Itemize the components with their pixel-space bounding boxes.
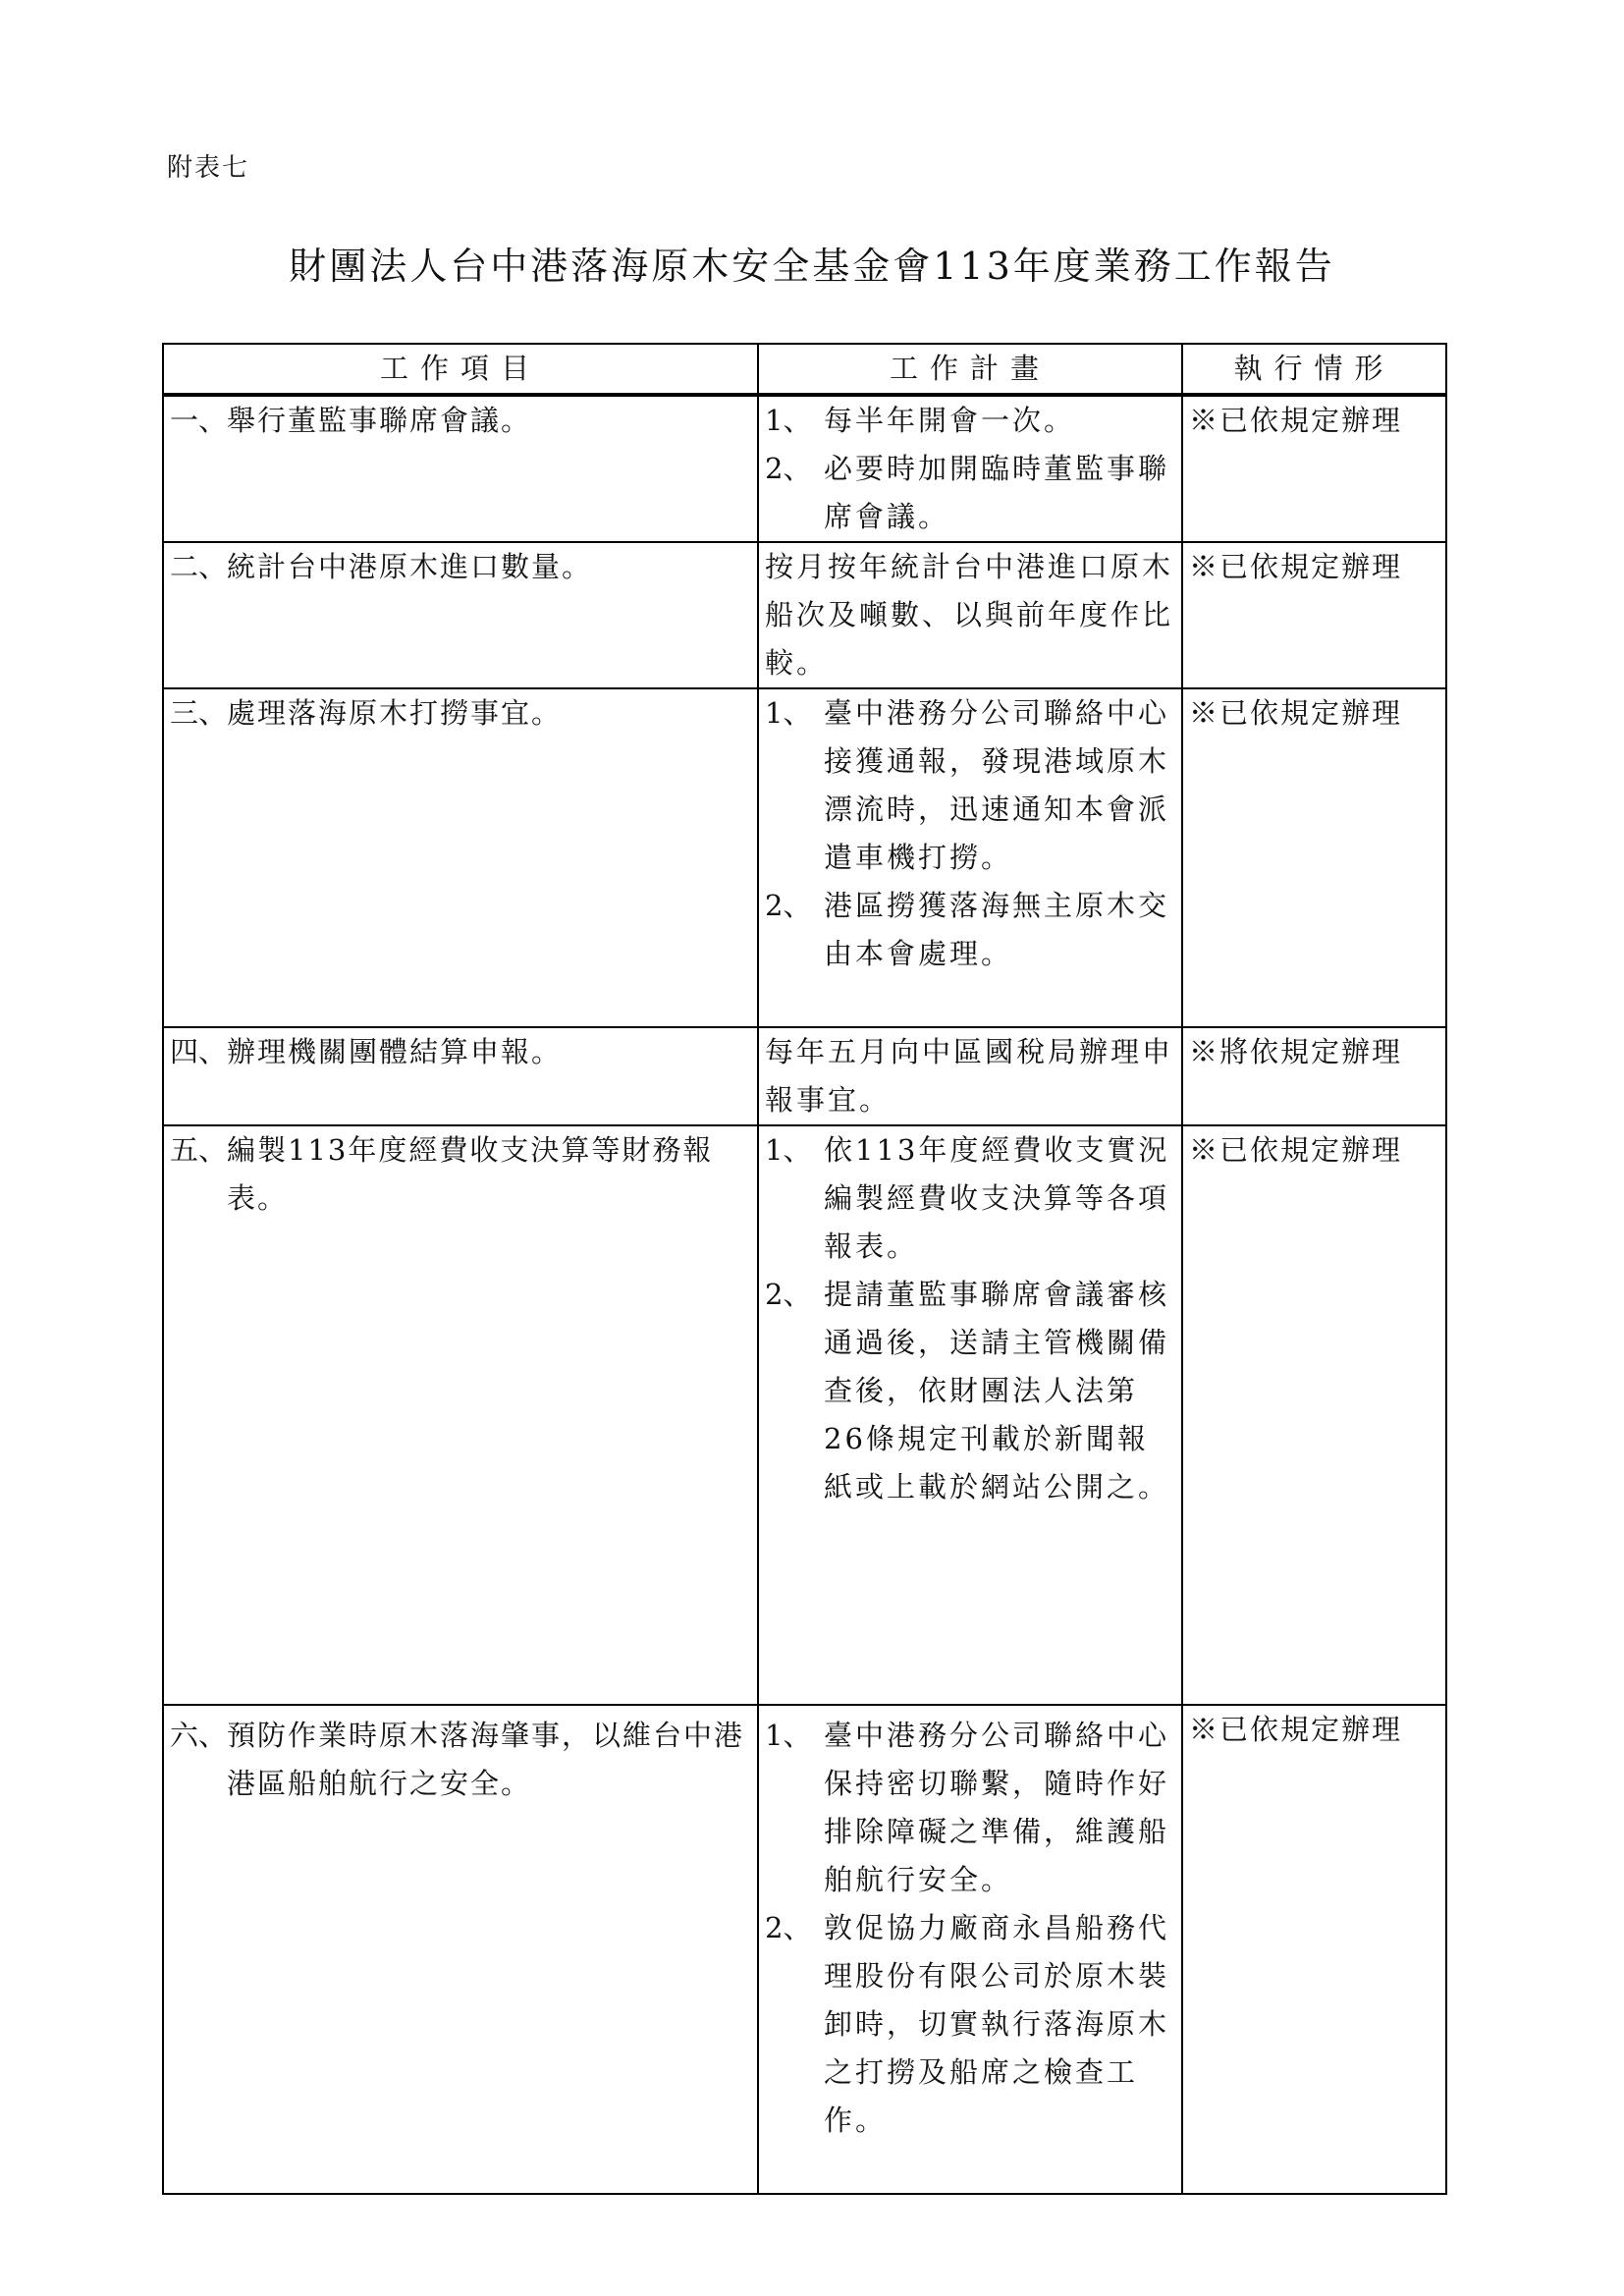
plan-number: 1、	[765, 696, 812, 730]
plan-text: 港區撈獲落海無主原木交由本會處理。	[824, 889, 1170, 970]
appendix-label: 附表七	[167, 153, 250, 183]
header-work-plan: 工作計畫	[758, 344, 1182, 395]
work-plan-cell	[758, 688, 1182, 1027]
status-cell: ※已依規定辦理	[1182, 1125, 1446, 1705]
table-row	[163, 1705, 1446, 2194]
item-number: 四、	[170, 1035, 228, 1068]
plan-text: 每半年開會一次。	[824, 404, 1076, 437]
work-item-cell	[163, 1125, 758, 1705]
status-cell: ※將依規定辦理	[1182, 1027, 1446, 1125]
work-plan-cell	[758, 1705, 1182, 2194]
item-text: 辦理機關團體結算申報。	[227, 1035, 563, 1068]
item-number: 六、	[170, 1719, 228, 1752]
work-plan-cell	[758, 1125, 1182, 1705]
item-text: 編製113年度經費收支決算等財務報表。	[227, 1133, 714, 1215]
plan-text: 依113年度經費收支實況編製經費收支決算等各項報表。	[824, 1133, 1170, 1263]
plan-text: 臺中港務分公司聯絡中心保持密切聯繫，隨時作好排除障礙之準備，維護船舶航行安全。	[824, 1719, 1170, 1896]
table-header-row	[163, 344, 1446, 395]
work-item-cell	[163, 395, 758, 542]
status-cell: ※已依規定辦理	[1182, 395, 1446, 542]
work-item-cell	[163, 688, 758, 1027]
plan-text: 按月按年統計台中港進口原木船次及噸數、以與前年度作比較。	[765, 550, 1174, 680]
report-title: 財團法人台中港落海原木安全基金會113年度業務工作報告	[289, 245, 1335, 288]
plan-number: 1、	[765, 1719, 812, 1752]
plan-number: 1、	[765, 1133, 812, 1167]
item-number: 二、	[170, 550, 228, 583]
header-work-item: 工作項目	[163, 344, 758, 395]
status-cell: ※已依規定辦理	[1182, 688, 1446, 1027]
plan-number: 2、	[765, 452, 812, 485]
plan-text: 臺中港務分公司聯絡中心接獲通報，發現港域原木漂流時，迅速通知本會派遣車機打撈。	[824, 696, 1170, 874]
status-cell: ※已依規定辦理	[1182, 542, 1446, 688]
plan-text: 必要時加開臨時董監事聯席會議。	[824, 452, 1170, 533]
item-text: 統計台中港原木進口數量。	[227, 550, 593, 583]
item-number: 三、	[170, 696, 228, 730]
table-row	[163, 542, 1446, 688]
item-number: 一、	[170, 404, 228, 437]
item-number: 五、	[170, 1133, 228, 1167]
plan-text: 每年五月向中區國稅局辦理申報事宜。	[765, 1035, 1174, 1117]
item-text: 舉行董監事聯席會議。	[227, 404, 532, 437]
table-row	[163, 1125, 1446, 1705]
work-plan-cell	[758, 1027, 1182, 1125]
work-report-table	[162, 343, 1447, 2195]
table-row	[163, 1027, 1446, 1125]
plan-text: 提請董監事聯席會議審核通過後，送請主管機關備查後，依財團法人法第26條規定刊載於新聞報紙或上載於網站公開之。	[824, 1278, 1170, 1503]
plan-number: 2、	[765, 1278, 812, 1311]
work-plan-cell	[758, 395, 1182, 542]
work-item-cell	[163, 542, 758, 688]
plan-number: 2、	[765, 1911, 812, 1944]
status-cell: ※已依規定辦理	[1182, 1705, 1446, 2194]
item-text: 預防作業時原木落海肇事，以維台中港港區船舶航行之安全。	[227, 1719, 745, 1800]
work-plan-cell	[758, 542, 1182, 688]
header-execution-status: 執行情形	[1182, 344, 1446, 395]
item-text: 處理落海原木打撈事宜。	[227, 696, 563, 730]
plan-number: 1、	[765, 404, 812, 437]
table-row	[163, 688, 1446, 1027]
work-item-cell	[163, 1705, 758, 2194]
plan-number: 2、	[765, 889, 812, 922]
table-row	[163, 395, 1446, 542]
plan-text: 敦促協力廠商永昌船務代理股份有限公司於原木裝卸時，切實執行落海原木之打撈及船席之檢查工作。	[824, 1911, 1170, 2137]
work-item-cell	[163, 1027, 758, 1125]
